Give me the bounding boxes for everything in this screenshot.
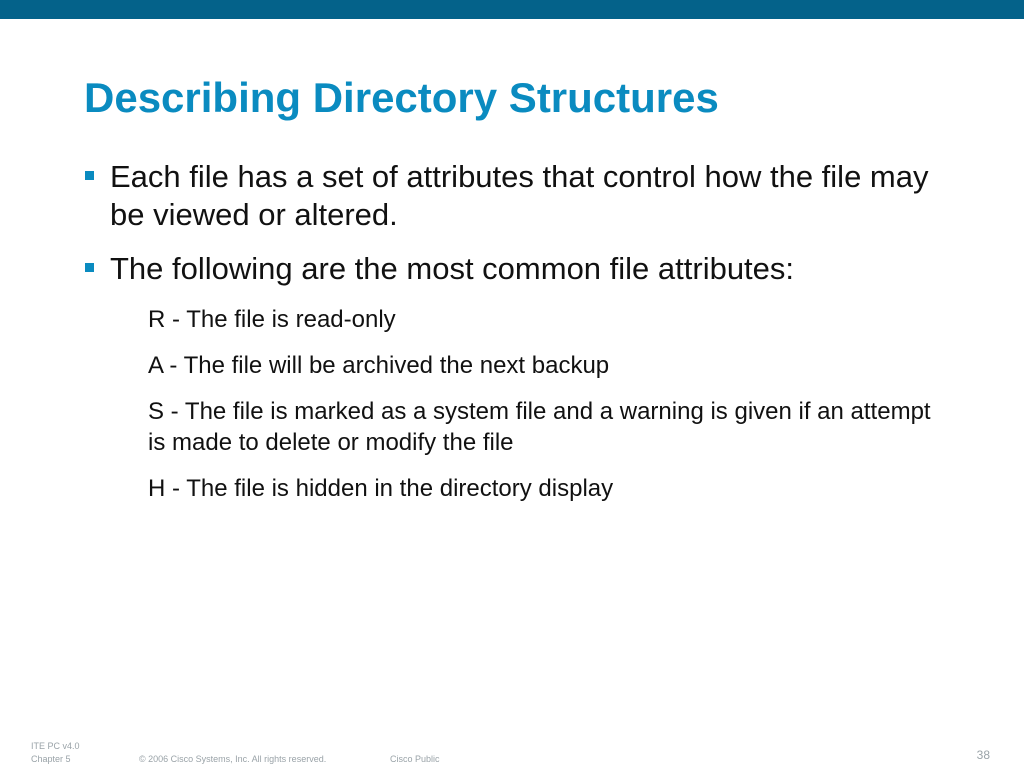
bullet-text: The following are the most common file attributes: — [110, 251, 795, 286]
square-bullet-icon — [85, 263, 94, 272]
square-bullet-icon — [85, 171, 94, 180]
page-number: 38 — [976, 748, 990, 762]
bullet-item — [84, 250, 944, 288]
slide-title: Describing Directory Structures — [84, 74, 719, 121]
attribute-item-read-only: R - The file is read-only — [148, 306, 396, 333]
bullet-list — [84, 158, 944, 304]
footer-chapter: Chapter 5 — [31, 754, 71, 764]
bullet-item — [84, 158, 944, 234]
footer-copyright: © 2006 Cisco Systems, Inc. All rights reserved. — [139, 754, 327, 764]
attribute-list — [148, 304, 948, 519]
footer-course: ITE PC v4.0 — [31, 741, 80, 751]
attribute-item-hidden: H - The file is hidden in the directory display — [148, 475, 614, 502]
attribute-item-archive: A - The file will be archived the next backup — [148, 352, 610, 379]
attribute-item-system: S - The file is marked as a system file and a warning is given if an attempt is made to delete or modify the file — [148, 398, 931, 456]
footer-classification: Cisco Public — [390, 754, 440, 764]
bullet-text: Each file has a set of attributes that control how the file may be viewed or altered. — [110, 159, 929, 232]
top-header-bar — [0, 0, 1024, 19]
